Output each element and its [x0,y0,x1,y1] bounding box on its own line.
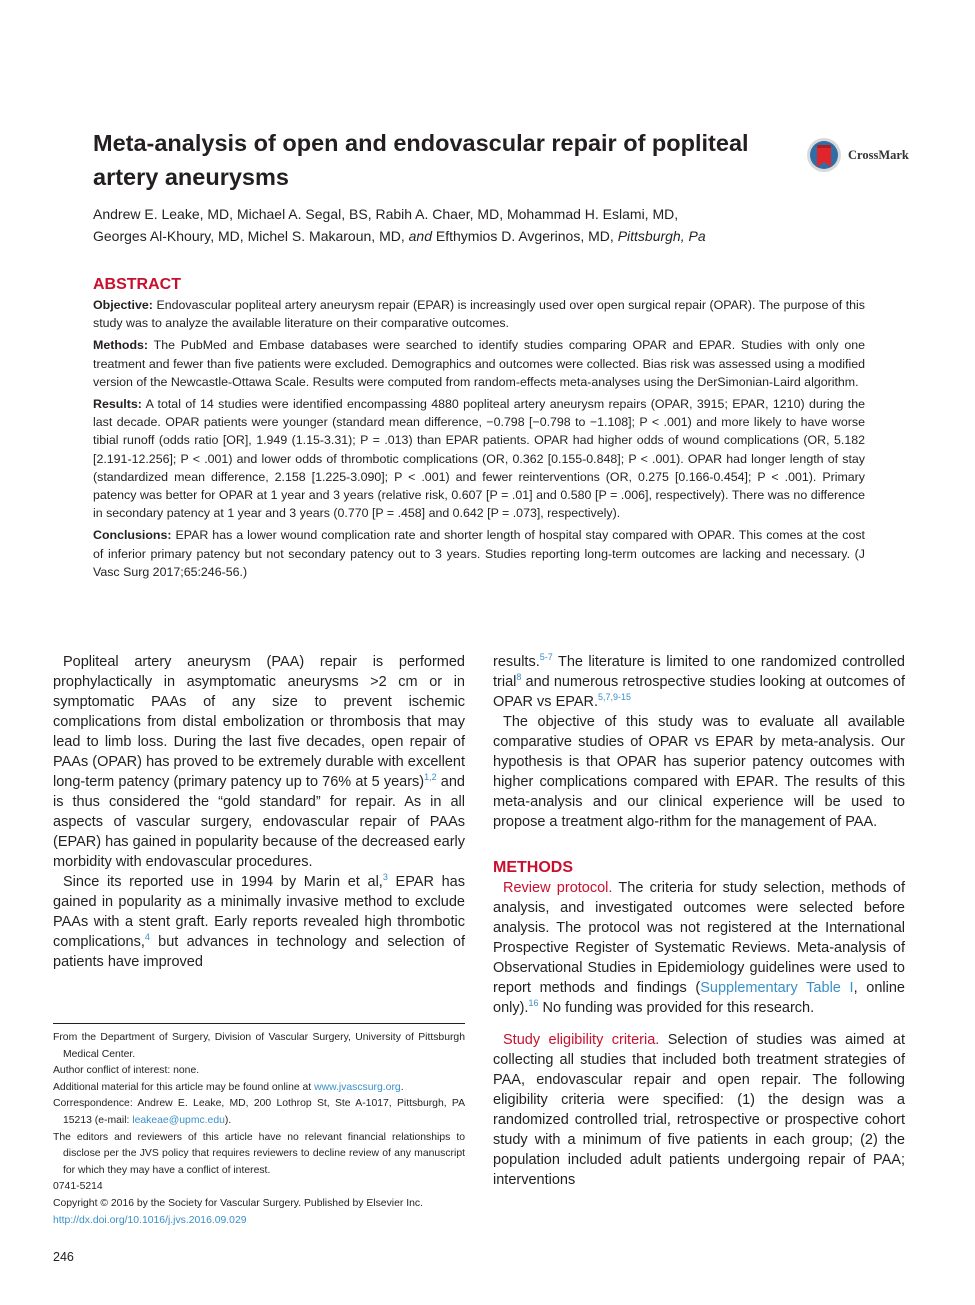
footnote-additional: Additional material for this article may be found online at www.jvascsurg.org. [53,1081,404,1093]
citation-link[interactable]: 5-7 [539,652,553,663]
eligibility-label: Study eligibility criteria. [503,1032,660,1048]
citation-link[interactable]: 3 [382,872,388,883]
citation-link[interactable]: 1,2 [424,772,437,783]
abstract-objective: Objective: Endovascular popliteal artery aneurysm repair (EPAR) is increasingly used over open surgical repair (OPAR). The purpose of this study was to analyze the available literature on their comparative outcomes. [93,298,865,331]
body-column-left [53,652,465,972]
author-line-2: Georges Al-Khoury, MD, Michel S. Makaroun, MD, and Efthymios D. Avgerinos, MD, Pittsburgh, Pa [93,228,706,244]
crossmark-badge[interactable] [806,135,916,175]
supplementary-table-link[interactable]: Supplementary Table I [700,980,854,996]
abstract-conclusions: Conclusions: EPAR has a lower wound complication rate and shorter length of hospital stay compared with OPAR. This comes at the cost of inferior primary patency but not secondary patency out to 3 years. Studies reporting long-term outcomes are lacking and necessary. (J Vasc Surg 2017;65:246-56.) [93,528,865,579]
footnote-conflict: Author conflict of interest: none. [53,1065,200,1077]
email-link[interactable]: leakeae@upmc.edu [132,1114,225,1126]
abstract [93,276,865,585]
review-protocol-label: Review protocol. [503,880,613,896]
intro-paragraph-1: Popliteal artery aneurysm (PAA) repair is performed prophylactically in asymptomatic aneurysms >2 cm or in symptomatic PAAs of any size to prevent ischemic complications from distal embolization or thrombosis that may lead to limb loss. During the last five decades, open repair of PAAs (OPAR) has proved to be extremely durable with excellent long-term patency (primary patency up to 76% at 5 years)$^{1,2}$ and is thus considered the “gold standard” for repair. As in all aspects of vascular surgery, endovascular repair of PAAs (EPAR) has gained in popularity because of the decreased early morbidity with endovascular procedures. [53,654,465,870]
crossmark-label: CrossMark [848,148,909,162]
author-location: Pittsburgh, Pa [617,228,706,244]
footnotes [53,1030,465,1229]
intro-paragraph-3: results.$^{5-7}$ The literature is limited to one randomized controlled trial$^8$ and numerous retrospective studies looking at outcomes of OPAR vs EPAR.$^{5,7,9-15}$ [493,652,905,710]
footnote-editors: The editors and reviewers of this article have no relevant financial relationships to disclose per the JVS policy that requires reviewers to decline review of any manuscript for which they may have a conflict of interest. [53,1131,465,1176]
journal-website-link[interactable]: www.jvascsurg.org [314,1081,401,1093]
article-title: Meta-analysis of open and endovascular repair of popliteal artery aneurysms [93,130,749,190]
abstract-methods: Methods: The PubMed and Embase databases were searched to identify studies comparing OPAR and EPAR. Studies with only one treatment and fewer than five patients were excluded. Demographics and outcomes were collected. Bias risk was assessed using a modified version of the Newcastle-Ottawa Scale. Results were computed from random-effects meta-analyses using the DerSimonian-Laird algorithm. [93,338,866,389]
review-protocol-paragraph: Review protocol. The criteria for study selection, methods of analysis, and investigated outcomes were selected before analysis. The protocol was not registered at the International Prospective Register of Systematic Reviews. Meta-analysis of Observational Studies in Epidemiology guidelines were used to report methods and findings (Supplementary Table I, online only).$^{16}$ No funding was provided for this research. [493,880,905,1016]
page-number: 246 [53,1250,74,1264]
methods-heading: METHODS [493,859,573,876]
citation-link[interactable]: 5,7,9-15 [598,692,632,703]
intro-paragraph-2: Since its reported use in 1994 by Marin et al,$^3$ EPAR has gained in popularity as a minimally invasive method to exclude PAAs with a stent graft. Early reports revealed high thrombotic complications,$^4$ but advances in technology and selection of patients have improved [53,872,465,970]
footnote-issn: 0741-5214 [53,1181,103,1193]
citation-link[interactable]: 8 [516,672,522,683]
eligibility-paragraph: Study eligibility criteria. Selection of studies was aimed at collecting all studies that included both treatment strategies of PAA, endovascular repair and open repair. The following eligibility criteria were specified: (1) the design was a randomized controlled trial, retrospective or prospective cohort study with a minimum of five patients in each group; (2) the population included adult patients undergoing repair of PAA; interventions [493,1032,905,1188]
footnote-correspondence: Correspondence: Andrew E. Leake, MD, 200 Lothrop St, Ste A-1017, Pittsburgh, PA 15213 (e-mail: leakeae@upmc.edu). [53,1098,465,1126]
author-list [93,203,873,247]
citation-link[interactable]: 4 [144,932,150,943]
abstract-results: Results: A total of 14 studies were identified encompassing 4880 popliteal artery aneurysm repairs (OPAR, 3915; EPAR, 1210) during the last decade. OPAR patients were younger (standard mean difference, −0.798 [−0.798 to −1.108]; P < .001) and more likely to have worse tibial runoff (odds ratio [OR], 1.949 (1.15-3.31); P = .013) than EPAR patients. OPAR had higher odds of wound complications (OR, 5.182 [2.191-12.256]; P < .001) and lower odds of thrombotic complications (OR, 0.362 [0.155-0.848]; P < .001). OPAR had longer length of stay (standardized mean difference, 2.158 [1.225-3.090]; P < .001) and fewer reinterventions (OR, 0.275 [0.166-0.454]; P < .001). Primary patency was better for OPAR at 1 year and 3 years (relative risk, 0.607 [P = .01] and 0.580 [P = .006], respectively). There was no difference in secondary patency at 1 year and 3 years (0.770 [P = .458] and 0.642 [P = .073], respectively). [93,397,865,521]
author-line-1: Andrew E. Leake, MD, Michael A. Segal, BS, Rabih A. Chaer, MD, Mohammad H. Eslami, MD, [93,206,679,222]
footnote-divider [53,1023,465,1024]
footnote-affiliation: From the Department of Surgery, Division of Vascular Surgery, University of Pittsburgh Medical Center. [53,1032,465,1060]
body-column-right [493,652,905,1190]
footnote-copyright: Copyright © 2016 by the Society for Vascular Surgery. Published by Elsevier Inc. [53,1197,423,1209]
abstract-heading: ABSTRACT [93,276,181,293]
citation-link[interactable]: 16 [528,998,539,1009]
doi-link[interactable]: http://dx.doi.org/10.1016/j.jvs.2016.09.029 [53,1214,247,1226]
intro-paragraph-4: The objective of this study was to evaluate all available comparative studies of OPAR vs EPAR by meta-analysis. Our hypothesis is that OPAR has superior patency outcomes with higher complications compared with EPAR. The results of this meta-analysis and our clinical experience will be used to propose a treatment algo-rithm for the management of PAA. [493,714,905,830]
crossmark-icon [806,135,846,175]
